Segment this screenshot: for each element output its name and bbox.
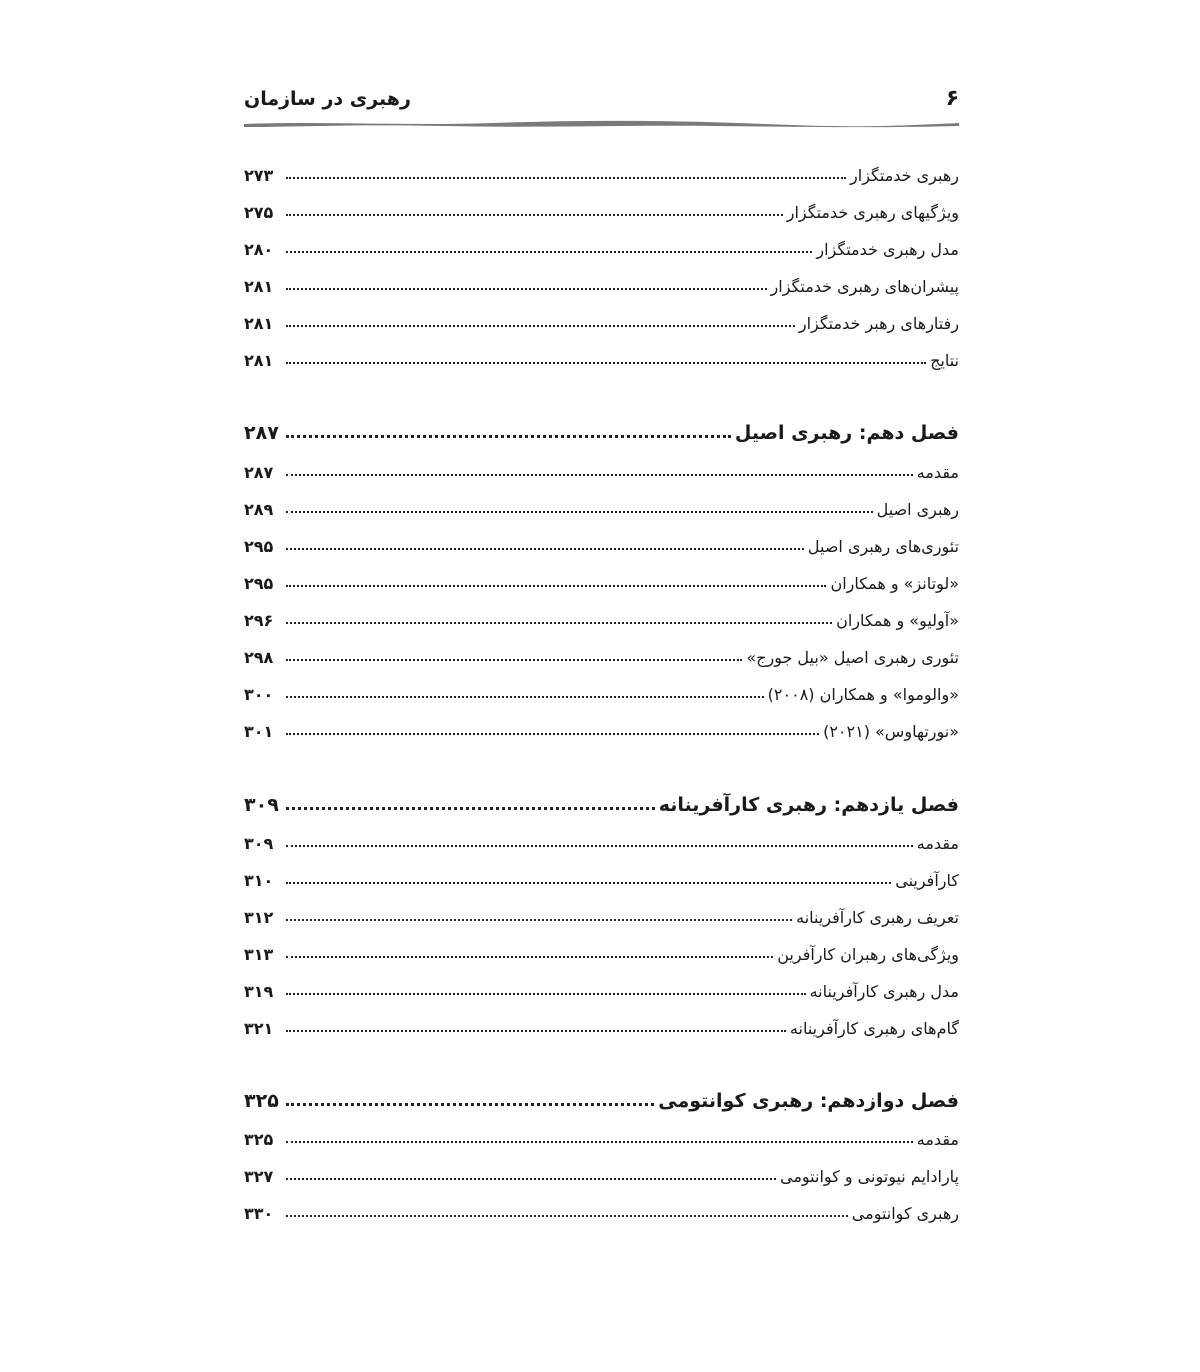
entry-title: مقدمه bbox=[916, 463, 959, 482]
chapter-title: فصل دوازدهم: رهبری کوانتومی bbox=[658, 1090, 959, 1112]
toc-entry-row bbox=[244, 192, 959, 222]
dot-leader bbox=[286, 1141, 913, 1143]
toc-entry-row bbox=[244, 563, 959, 593]
toc-entry-row bbox=[244, 303, 983, 333]
entry-title: تئوری‌های رهبری اصیل bbox=[807, 537, 959, 556]
toc-entry-row bbox=[244, 340, 983, 370]
page-ref: ۳۰۹ bbox=[244, 794, 279, 816]
dot-leader bbox=[286, 177, 846, 179]
toc-entry-row bbox=[244, 934, 959, 964]
dot-leader bbox=[286, 733, 819, 735]
dot-leader bbox=[286, 214, 783, 216]
dot-leader bbox=[286, 474, 913, 476]
page-ref: ۲۹۵ bbox=[244, 574, 274, 593]
toc-entry-row bbox=[244, 823, 959, 853]
page-ref: ۲۷۵ bbox=[244, 203, 274, 222]
entry-title: «لوتانز» و همکاران bbox=[830, 574, 959, 593]
toc-entry-row bbox=[244, 526, 959, 556]
toc-entry-row bbox=[244, 1119, 959, 1149]
dot-leader bbox=[286, 1103, 654, 1106]
dot-leader bbox=[286, 511, 873, 513]
dot-leader bbox=[286, 288, 767, 290]
page-ref: ۲۷۳ bbox=[244, 166, 274, 185]
toc-chapter-row bbox=[244, 414, 959, 444]
entry-title: رهبری خدمتگزار bbox=[850, 166, 959, 185]
entry-title: «نورتهاوس» (۲۰۲۱) bbox=[823, 722, 959, 741]
entry-title: رهبری اصیل bbox=[876, 500, 959, 519]
page-ref: ۲۸۱ bbox=[244, 277, 274, 296]
page-ref: ۳۱۲ bbox=[244, 908, 274, 927]
running-header bbox=[244, 86, 959, 116]
header-rule bbox=[244, 118, 959, 130]
entry-title: رهبری کوانتومی bbox=[851, 1204, 959, 1223]
chapter-title: فصل دهم: رهبری اصیل bbox=[734, 422, 959, 444]
dot-leader bbox=[286, 325, 795, 327]
entry-title: مقدمه bbox=[916, 1130, 959, 1149]
entry-title: ویژگیهای رهبری خدمتگزار bbox=[786, 203, 959, 222]
toc-entry-row bbox=[244, 489, 959, 519]
dot-leader bbox=[286, 622, 832, 624]
dot-leader bbox=[286, 435, 731, 438]
page-ref: ۳۰۰ bbox=[244, 685, 274, 704]
page-ref: ۲۸۷ bbox=[244, 422, 279, 444]
chapter-title: فصل یازدهم: رهبری کارآفرینانه bbox=[658, 794, 959, 816]
toc-entry-row bbox=[244, 860, 959, 890]
toc-entry-row bbox=[244, 637, 959, 667]
dot-leader bbox=[286, 659, 742, 661]
toc-entry-row bbox=[244, 674, 959, 704]
dot-leader bbox=[286, 919, 792, 921]
dot-leader bbox=[286, 251, 812, 253]
entry-title: تعریف رهبری کارآفرینانه bbox=[796, 908, 959, 927]
dot-leader bbox=[286, 993, 806, 995]
page-ref: ۲۹۶ bbox=[244, 611, 274, 630]
page-number: ۶ bbox=[945, 86, 959, 111]
entry-title: نتایج bbox=[930, 351, 959, 370]
toc-entry-row bbox=[244, 229, 959, 259]
page-ref: ۳۰۱ bbox=[244, 722, 274, 741]
toc-chapter-row bbox=[244, 1082, 959, 1112]
dot-leader bbox=[286, 362, 926, 364]
page-ref: ۳۳۰ bbox=[244, 1204, 274, 1223]
entry-title: کارآفرینی bbox=[895, 871, 959, 890]
page-ref: ۲۸۹ bbox=[244, 500, 274, 519]
page-ref: ۳۰۹ bbox=[244, 834, 274, 853]
entry-title: مقدمه bbox=[916, 834, 959, 853]
entry-title: «والوموا» و همکاران (۲۰۰۸) bbox=[767, 685, 959, 704]
page-ref: ۲۸۱ bbox=[244, 314, 274, 333]
page-ref: ۲۸۰ bbox=[244, 240, 274, 259]
page-ref: ۳۱۳ bbox=[244, 945, 274, 964]
page-ref: ۲۹۸ bbox=[244, 648, 274, 667]
entry-title: «آولیو» و همکاران bbox=[836, 611, 959, 630]
page-ref: ۲۸۱ bbox=[244, 351, 274, 370]
page-ref: ۳۱۹ bbox=[244, 982, 274, 1001]
toc-entry-row bbox=[244, 266, 983, 296]
page-ref: ۲۹۵ bbox=[244, 537, 274, 556]
dot-leader bbox=[286, 1215, 848, 1217]
entry-title: ویژگی‌های رهبران کارآفرین bbox=[777, 945, 959, 964]
page-ref: ۳۲۵ bbox=[244, 1090, 279, 1112]
toc-entry-row bbox=[244, 452, 959, 482]
dot-leader bbox=[286, 548, 804, 550]
entry-title: مدل رهبری خدمتگزار bbox=[816, 240, 959, 259]
dot-leader bbox=[286, 585, 826, 587]
dot-leader bbox=[286, 882, 891, 884]
page-ref: ۳۲۵ bbox=[244, 1130, 274, 1149]
toc-chapter-row bbox=[244, 786, 959, 816]
page-ref: ۳۲۷ bbox=[244, 1167, 274, 1186]
toc-entry-row bbox=[244, 971, 959, 1001]
toc-entry-row bbox=[244, 155, 959, 185]
page-ref: ۳۲۱ bbox=[244, 1019, 274, 1038]
book-title: رهبری در سازمان bbox=[244, 88, 411, 110]
toc-entry-row bbox=[244, 711, 959, 741]
toc-entry-row bbox=[244, 1193, 959, 1223]
entry-title: گام‌های رهبری کارآفرینانه bbox=[789, 1019, 959, 1038]
toc-entry-row bbox=[244, 897, 959, 927]
toc-entry-row bbox=[244, 1008, 959, 1038]
entry-title: مدل رهبری کارآفرینانه bbox=[809, 982, 959, 1001]
page-ref: ۲۸۷ bbox=[244, 463, 274, 482]
dot-leader bbox=[286, 807, 655, 810]
dot-leader bbox=[286, 956, 773, 958]
dot-leader bbox=[286, 696, 764, 698]
dot-leader bbox=[286, 845, 913, 847]
toc-entry-row bbox=[244, 600, 959, 630]
page-ref: ۳۱۰ bbox=[244, 871, 274, 890]
entry-title: تئوری رهبری اصیل «بیل جورج» bbox=[746, 648, 959, 667]
dot-leader bbox=[286, 1178, 776, 1180]
toc-entry-row bbox=[244, 1156, 959, 1186]
entry-title: پیشران‌های رهبری خدمتگزار bbox=[770, 277, 959, 296]
dot-leader bbox=[286, 1030, 786, 1032]
entry-title: پارادایم نیوتونی و کوانتومی bbox=[780, 1167, 959, 1186]
entry-title: رفتارهای رهبر خدمتگزار bbox=[798, 314, 959, 333]
